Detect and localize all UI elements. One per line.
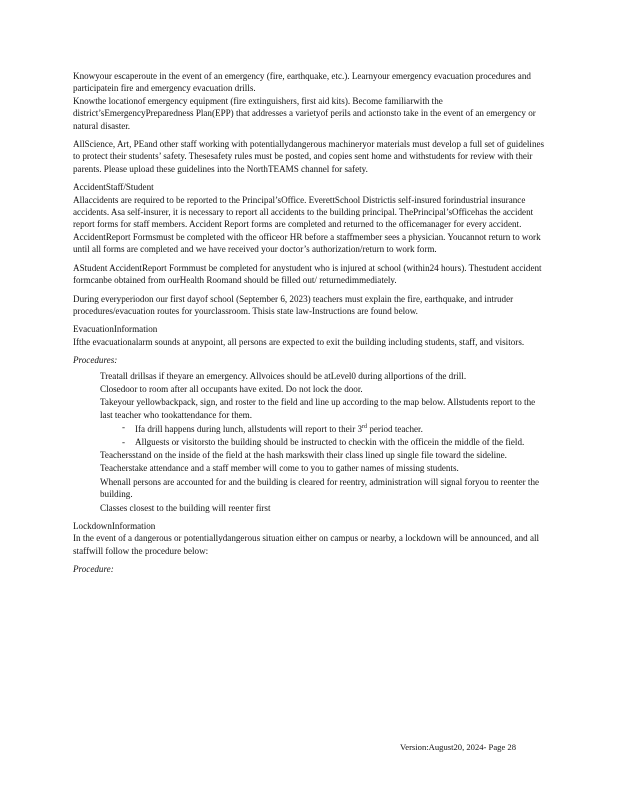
student-accident-paragraph: AStudent AccidentReport Formmust be completed for anystudent who is injured at school (within24 hours). Thestudent accident formcanbe obtained from ourHealth Roomand should be filled out/ returnedimmediately. (73, 262, 542, 286)
procedure-text: Teacherstake attendance and a staff member will come to you to gather names of missing students. (100, 463, 459, 474)
evacuation-heading: EvacuationInformation (73, 324, 158, 335)
list-item (73, 449, 546, 461)
list-item (73, 370, 546, 382)
list-item (73, 502, 546, 514)
science-safety-paragraph: AllScience, Art, PEand other staff working with potentiallydangerous machineryor materials must develop a full set of guidelines to protect their students’ safety. Thesesafety rules must be posted, and copies sent home and withstudents for review with their parents. Please upload these guidelines into the NorthTEAMS channel for safety. (73, 139, 545, 174)
lockdown-paragraph: In the event of a dangerous or potentiallydangerous situation either on campus or nearby, a lockdown will be announced, and all staffwill follow the procedure below: (73, 533, 540, 556)
procedures-label: Procedures: (73, 355, 118, 366)
lunch-drill-text: Ifa drill happens during lunch, allstudents will report to their 3 (135, 424, 363, 435)
procedure-text: Treatall drillsas if theyare an emergency. Allvoices should be atLevel0 during allportions of the drill. (100, 370, 467, 381)
evacuation-paragraph: Ifthe evacuationalarm sounds at anypoint, all persons are expected to exit the building including students, staff, and visitors. (73, 336, 525, 347)
first-day-paragraph: During everyperiodon our first dayof school (September 6, 2023) teachers must explain the fire, earthquake, and intruder procedures/evacuation routes for yourclassroom. Thisis state law-Instructions are found below. (73, 293, 514, 316)
escape-route-paragraph: Knowyour escaperoute in the event of an emergency (fire, earthquake, etc.). Learnyour emergency evacuation procedures and participatein fire and emergency evacuation drills. (73, 71, 531, 94)
list-item (73, 462, 546, 474)
guests-text: Allguests or visitorsto the building should be instructed to checkin with the officein the middle of the field. (135, 436, 525, 447)
dash-icon: - (122, 436, 126, 447)
procedure-text: Classes closest to the building will reenter first (100, 502, 271, 513)
lockdown-procedure-label: Procedure: (73, 564, 114, 575)
procedure-text: Whenall persons are accounted for and the building is cleared for reentry, administration will signal foryou to reenter the building. (100, 476, 540, 500)
procedures-list (73, 370, 546, 515)
page-footer: Version:August20, 2024- Page 28 (400, 742, 517, 752)
accident-heading: AccidentStaff/Student (73, 182, 154, 193)
accident-paragraph: Allaccidents are required to be reported to the Principal’sOffice. EverettSchool Districtis self-insured forindustrial insurance accidents. Asa self-insurer, it is necessary to report all accidents to the building principal. ThePrincipal’sOfficehas the accident report forms for staff members. Accident Report forms are completed and returned to the officemanager for every accident. AccidentReport Formsmust be completed with the officeor HR before a staffmember sees a physician. Youcannot return to work until all forms are completed and we have received your doctor’s authorization/return to work form. (73, 194, 541, 255)
list-item (73, 476, 546, 501)
lunch-drill-text-end: period teacher. (369, 424, 423, 435)
sub-procedures-list (100, 421, 546, 448)
list-item (73, 396, 546, 448)
document-page (73, 70, 546, 579)
sub-list-item (120, 436, 546, 448)
lockdown-heading: LockdownInformation (73, 521, 156, 532)
ordinal-suffix: rd (362, 424, 368, 431)
dash-icon: - (122, 422, 126, 433)
list-item (73, 383, 546, 395)
equipment-paragraph: Knowthe locationof emergency equipment (fire extinguishers, first aid kits). Become familiarwith the district’sEmergencyPreparedness Plan(EPP) that addresses a varietyof perils and actionsto take in the event of an emergency or natural disaster. (73, 95, 536, 131)
sub-list-item (120, 421, 546, 435)
procedure-text: Takeyour yellowbackpack, sign, and roster to the field and line up according to the map below. Allstudents report to the last teacher who tookattendance for them. (100, 397, 536, 420)
procedure-text: Closedoor to room after all occupants have exited. Do not lock the door. (100, 383, 363, 394)
procedure-text: Teachersstand on the inside of the field at the hash markswith their class lined up single file toward the sideline. (100, 450, 507, 460)
